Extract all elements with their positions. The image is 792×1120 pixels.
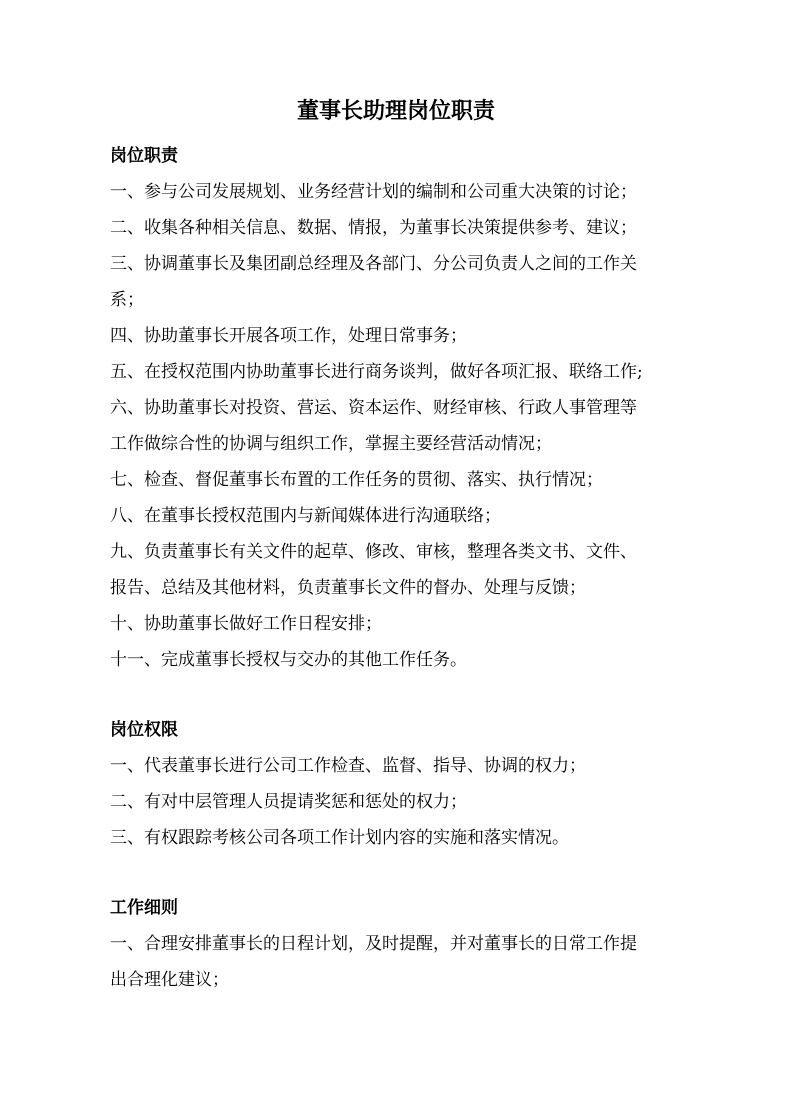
paragraph-line: 一、代表董事长进行公司工作检查、监督、指导、协调的权力； <box>110 756 586 776</box>
paragraph-line: 出合理化建议； <box>110 970 229 990</box>
paragraph-line: 九、负责董事长有关文件的起草、修改、审核，整理各类文书、文件、 <box>110 542 637 562</box>
paragraph-line: 六、协助董事长对投资、营运、资本运作、财经审核、行政人事管理等 <box>110 398 637 418</box>
document-title: 董事长助理岗位职责 <box>296 99 495 124</box>
document-body <box>110 138 690 998</box>
paragraph-line: 报告、总结及其他材料，负责董事长文件的督办、处理与反馈； <box>110 578 586 598</box>
section-heading: 工作细则 <box>110 898 178 918</box>
section-spacer <box>110 678 690 712</box>
paragraph-line: 系； <box>110 290 144 310</box>
paragraph-line: 十一、完成董事长授权与交办的其他工作任务。 <box>110 650 467 670</box>
paragraph-line: 一、参与公司发展规划、业务经营计划的编制和公司重大决策的讨论； <box>110 182 637 202</box>
section-spacer <box>110 856 690 890</box>
paragraph-line: 三、有权跟踪考核公司各项工作计划内容的实施和落实情况。 <box>110 828 569 848</box>
section-authority <box>110 712 690 856</box>
paragraph-line: 八、在董事长授权范围内与新闻媒体进行沟通联络； <box>110 506 501 526</box>
section-duties <box>110 138 690 678</box>
paragraph-line: 二、收集各种相关信息、数据、情报，为董事长决策提供参考、建议； <box>110 218 637 238</box>
paragraph-line: 二、有对中层管理人员提请奖惩和惩处的权力； <box>110 792 467 812</box>
section-heading: 岗位权限 <box>110 720 178 740</box>
paragraph-line: 工作做综合性的协调与组织工作，掌握主要经营活动情况； <box>110 434 552 454</box>
paragraph-line: 四、协助董事长开展各项工作，处理日常事务； <box>110 326 467 346</box>
section-heading: 岗位职责 <box>110 146 178 166</box>
paragraph-line: 三、协调董事长及集团副总经理及各部门、分公司负责人之间的工作关 <box>110 254 637 274</box>
paragraph-line: 十、协助董事长做好工作日程安排； <box>110 614 382 634</box>
section-work-rules <box>110 890 690 998</box>
paragraph-line: 七、检查、督促董事长布置的工作任务的贯彻、落实、执行情况； <box>110 470 603 490</box>
paragraph-line: 五、在授权范围内协助董事长进行商务谈判，做好各项汇报、联络工作; <box>110 362 643 382</box>
paragraph-line: 一、合理安排董事长的日程计划，及时提醒，并对董事长的日常工作提 <box>110 934 637 954</box>
